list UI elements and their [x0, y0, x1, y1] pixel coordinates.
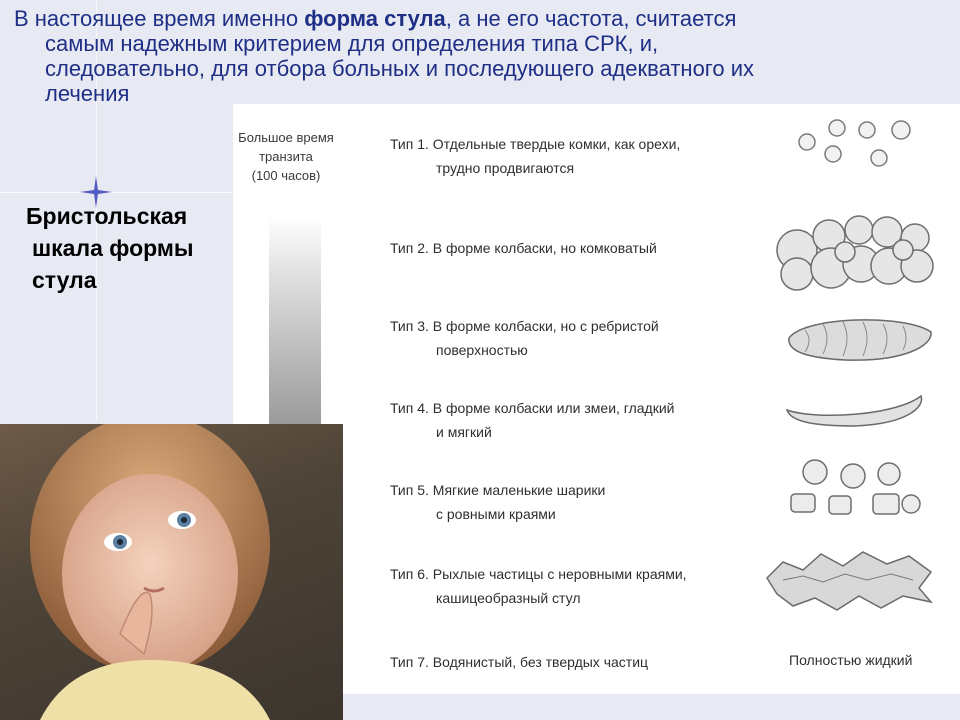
type-4-line-2: и мягкий [436, 424, 492, 440]
type-2-line-1: Тип 2. В форме колбаски, но комковатый [390, 240, 657, 256]
type-7-note: Полностью жидкий [789, 652, 913, 668]
type-3-line-1: Тип 3. В форме колбаски, но с ребристой [390, 318, 659, 334]
transit-line-2: транзита [259, 149, 313, 164]
heading-line-3: следовательно, для отбора больных и последующего адекватного их [45, 56, 754, 81]
type-6-line-1: Тип 6. Рыхлые частицы с неровными краями, [390, 566, 687, 582]
type-1-line-1: Тип 1. Отдельные твердые комки, как орехи, [390, 136, 681, 152]
type-6-line-2: кашицеобразный стул [436, 590, 581, 606]
side-title [26, 200, 194, 296]
stool-type-4 [390, 396, 674, 444]
stool-type4-icon [785, 394, 925, 428]
heading-line-4: лечения [45, 81, 130, 106]
child-photo [0, 424, 343, 720]
type-5-line-1: Тип 5. Мягкие маленькие шарики [390, 482, 606, 498]
slide-heading [14, 6, 944, 106]
type-5-line-2: с ровными краями [436, 506, 556, 522]
stool-type-5 [390, 478, 605, 526]
stool-type-2 [390, 236, 657, 260]
stool-type-6 [390, 562, 687, 610]
heading-emphasis: форма стула [304, 6, 446, 31]
transit-time-label [233, 128, 339, 185]
stool-type-1 [390, 132, 680, 180]
child-illustration [0, 424, 343, 720]
stool-type-7 [390, 650, 648, 674]
stool-type3-icon [785, 312, 935, 364]
type-7-line-1: Тип 7. Водянистый, без твердых частиц [390, 654, 649, 670]
stool-type-3 [390, 314, 659, 362]
side-title-line-2: шкала формы [32, 235, 194, 261]
heading-line-1: В настоящее время именно форма стула, а не его частота, считается [14, 6, 737, 31]
type-4-line-1: Тип 4. В форме колбаски или змеи, гладкий [390, 400, 675, 416]
background-line-horizontal [0, 192, 240, 193]
type-1-line-2: трудно продвигаются [436, 160, 575, 176]
transit-time-bar [269, 216, 321, 424]
transit-line-1: Большое время [238, 130, 334, 145]
stool-type6-icon [763, 544, 935, 616]
stool-type1-icon [793, 114, 923, 176]
side-title-line-1: Бристольская [26, 203, 188, 229]
stool-type5-icon [785, 456, 925, 520]
side-title-line-3: стула [32, 267, 97, 293]
heading-line-2: самым надежным критерием для определения типа СРК, и, [45, 31, 659, 56]
transit-line-3: (100 часов) [251, 168, 321, 183]
stool-type2-icon [775, 208, 943, 298]
type-3-line-2: поверхностью [436, 342, 528, 358]
